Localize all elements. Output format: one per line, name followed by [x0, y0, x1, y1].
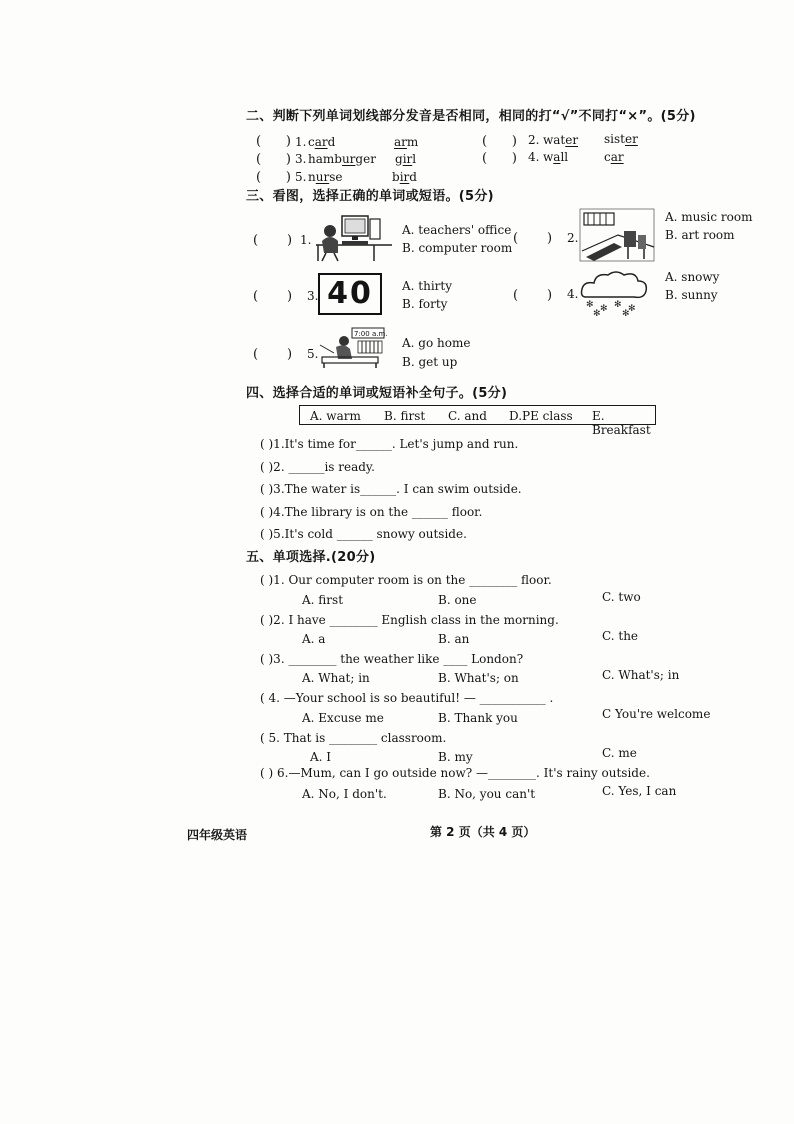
- section-5-title: 五、单项选择.(20分): [246, 550, 376, 565]
- choice-b: B. one: [438, 593, 477, 607]
- music-room-picture: [578, 207, 658, 263]
- option-a: A. teachers' office: [402, 223, 512, 237]
- choice-b: B. What's; on: [438, 671, 519, 685]
- svg-text:✻: ✻: [614, 300, 622, 310]
- answer-paren[interactable]: ( ): [256, 134, 291, 149]
- svg-text:✻: ✻: [586, 300, 594, 310]
- option-a: A. music room: [665, 210, 753, 224]
- item-number: 2.: [567, 231, 579, 245]
- answer-paren[interactable]: ( ): [253, 289, 293, 304]
- number-forty-picture: [318, 273, 382, 315]
- word-bank-option: C. and: [448, 409, 487, 423]
- section-3-title: 三、看图，选择正确的单词或短语。(5分): [246, 189, 494, 204]
- word-sister: sister: [604, 132, 638, 146]
- choice-c: C You're welcome: [602, 707, 711, 721]
- word-car: car: [604, 150, 624, 164]
- choice-a: A. Excuse me: [302, 711, 384, 725]
- footer-subject: 四年级英语: [187, 828, 248, 842]
- word-nurse: nurse: [308, 170, 343, 184]
- choice-b: B. my: [438, 750, 473, 764]
- svg-text:✻: ✻: [622, 309, 630, 319]
- fill-in-item[interactable]: ( )1.It's time for______. Let's jump and run.: [260, 437, 519, 451]
- word-bank-option: A. warm: [310, 409, 361, 423]
- choice-c: C. Yes, I can: [602, 784, 677, 798]
- option-a: A. go home: [402, 336, 471, 350]
- answer-paren[interactable]: ( ): [256, 152, 291, 167]
- choice-c: C. the: [602, 629, 639, 643]
- fill-in-item[interactable]: ( )2. ______is ready.: [260, 460, 375, 474]
- section-2-title: 二、判断下列单词划线部分发音是否相同，相同的打“√”不同打“×”。(5分): [246, 109, 696, 124]
- word-card: card: [308, 135, 336, 149]
- svg-text:✻: ✻: [628, 304, 636, 314]
- question-stem[interactable]: ( )2. I have ________ English class in the morning.: [260, 613, 559, 627]
- choice-c: C. me: [602, 746, 637, 760]
- question-stem[interactable]: ( 5. That is ________ classroom.: [260, 731, 447, 745]
- computer-room-picture: [312, 213, 394, 263]
- fill-in-item[interactable]: ( )5.It's cold ______ snowy outside.: [260, 527, 467, 541]
- item-number: 3.: [295, 152, 307, 166]
- get-up-picture: [318, 327, 386, 369]
- word-wall: wall: [543, 150, 569, 164]
- option-a: A. thirty: [402, 279, 453, 293]
- option-b: B. sunny: [665, 288, 718, 302]
- item-number: 5.: [307, 347, 319, 361]
- answer-paren[interactable]: ( ): [253, 347, 293, 362]
- choice-a: A. first: [302, 593, 344, 607]
- question-stem[interactable]: ( )1. Our computer room is on the ________ floor.: [260, 573, 552, 587]
- svg-text:✻: ✻: [593, 309, 601, 319]
- clock-time-text: 7:00 a.m.: [354, 330, 388, 338]
- answer-paren[interactable]: ( ): [256, 170, 291, 185]
- option-b: B. forty: [402, 297, 448, 311]
- option-b: B. get up: [402, 355, 458, 369]
- word-bank-option: D.PE class: [509, 409, 573, 423]
- section-4-title: 四、选择合适的单词或短语补全句子。(5分): [246, 386, 508, 401]
- item-number: 4.: [528, 150, 540, 164]
- choice-c: C. What's; in: [602, 668, 680, 682]
- word-water: water: [543, 133, 579, 147]
- answer-paren[interactable]: ( ): [513, 288, 553, 303]
- word-bird: bird: [392, 170, 417, 184]
- word-bank-option: E. Breakfast: [592, 409, 651, 437]
- option-b: B. computer room: [402, 241, 513, 255]
- item-number: 3.: [307, 289, 319, 303]
- item-number: 5.: [295, 170, 307, 184]
- question-stem[interactable]: ( 4. —Your school is so beautiful! — ___________ .: [260, 691, 554, 705]
- word-girl: girl: [395, 152, 417, 166]
- question-stem[interactable]: ( ) 6.—Mum, can I go outside now? —________. It's rainy outside.: [260, 766, 650, 780]
- option-a: A. snowy: [665, 270, 720, 284]
- word-bank-box: [299, 405, 656, 437]
- answer-paren[interactable]: ( ): [482, 134, 517, 149]
- choice-b: B. No, you can't: [438, 787, 536, 801]
- item-number: 1.: [300, 233, 312, 247]
- choice-c: C. two: [602, 590, 641, 604]
- answer-paren[interactable]: ( ): [253, 233, 293, 248]
- choice-b: B. Thank you: [438, 711, 518, 725]
- choice-a: A. a: [302, 632, 326, 646]
- question-stem[interactable]: ( )3. ________ the weather like ____ London?: [260, 652, 524, 666]
- number-forty-text: 40: [327, 276, 373, 311]
- snowy-cloud-picture: [578, 269, 650, 317]
- answer-paren[interactable]: ( ): [513, 231, 553, 246]
- choice-a: A. No, I don't.: [302, 787, 387, 801]
- choice-b: B. an: [438, 632, 470, 646]
- item-number: 1.: [295, 135, 307, 149]
- item-number: 4.: [567, 287, 579, 301]
- choice-a: A. What; in: [302, 671, 370, 685]
- footer-page-number: 第 2 页（共 4 页）: [430, 825, 536, 839]
- word-hamburger: hamburger: [308, 152, 376, 166]
- word-bank-option: B. first: [384, 409, 426, 423]
- fill-in-item[interactable]: ( )4.The library is on the ______ floor.: [260, 505, 483, 519]
- word-arm: arm: [394, 135, 419, 149]
- svg-text:✻: ✻: [600, 304, 608, 314]
- fill-in-item[interactable]: ( )3.The water is______. I can swim outside.: [260, 482, 522, 496]
- option-b: B. art room: [665, 228, 735, 242]
- answer-paren[interactable]: ( ): [482, 151, 517, 166]
- item-number: 2.: [528, 133, 540, 147]
- choice-a: A. I: [310, 750, 332, 764]
